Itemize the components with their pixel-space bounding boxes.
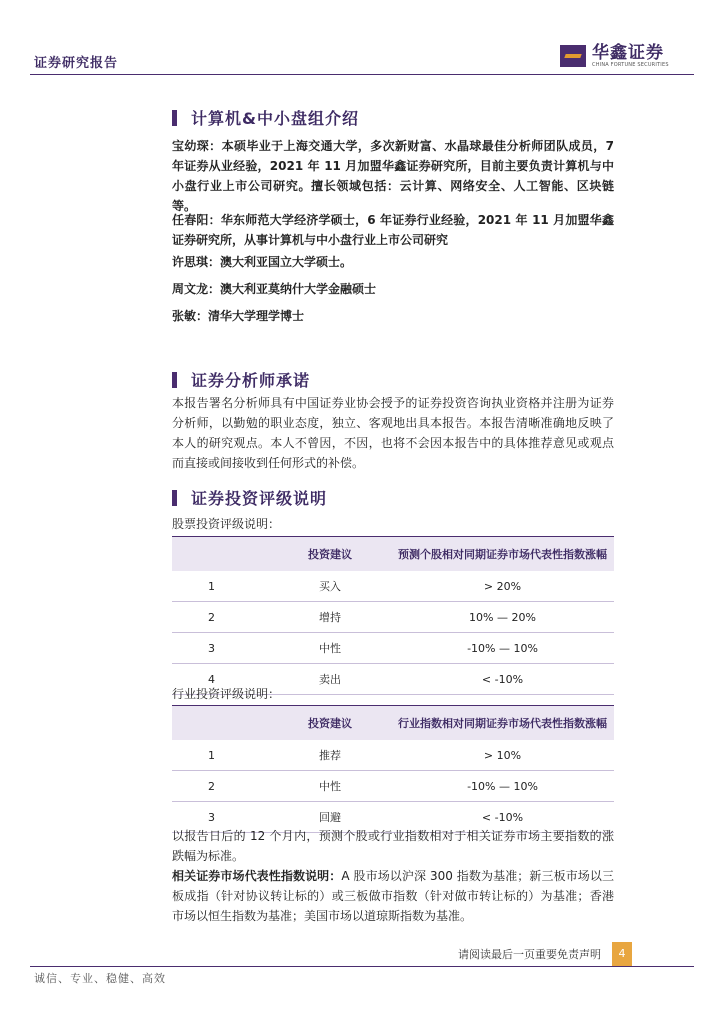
member-name: 任春阳： — [172, 213, 221, 227]
rating-section-heading — [172, 486, 327, 509]
member-name: 张敏： — [172, 309, 209, 323]
stock-rating-table — [172, 536, 614, 695]
table-cell: 中性 — [269, 633, 391, 664]
table-row — [172, 771, 614, 802]
benchmark-index-label: 相关证券市场代表性指数说明： — [172, 869, 342, 883]
header-cell — [172, 706, 269, 741]
table-cell: 3 — [172, 633, 269, 664]
table-cell: 推荐 — [269, 740, 391, 771]
commitment-section-heading — [172, 368, 310, 391]
table-cell: 增持 — [269, 602, 391, 633]
table-cell: 回避 — [269, 802, 391, 833]
company-logo — [560, 44, 669, 68]
commitment-section-title: 证券分析师承诺 — [191, 371, 311, 390]
team-section-title: 计算机&中小盘组介绍 — [191, 109, 359, 128]
table-cell: < -10% — [391, 802, 614, 833]
benchmark-index-text: A 股市场以沪深 300 指数为基准；新三板市场以三板成指（针对协议转让标的）或三板做市指数（针对做市转让标的）为基准；香港市场以恒生指数为基准；美国市场以道琼斯指数为基准。 — [172, 869, 614, 923]
commitment-text: 本报告署名分析师具有中国证券业协会授予的证券投资咨询执业资格并注册为证券分析师，以勤勉的职业态度，独立、客观地出具本报告。本报告清晰准确地反映了本人的研究观点。本人不曾因，不因，也将不会因本报告中的具体推荐意见或观点而直接或间接收到任何形式的补偿。 — [172, 396, 614, 470]
member-name: 宝幼琛： — [172, 139, 222, 153]
member-name: 周文龙： — [172, 282, 221, 296]
footer-slogan: 诚信、专业、稳健、高效 — [34, 972, 166, 985]
table-cell: 4 — [172, 664, 269, 695]
industry-rating-label: 行业投资评级说明： — [172, 687, 281, 701]
header-cell: 投资建议 — [269, 706, 391, 741]
header-cell: 预测个股相对同期证券市场代表性指数涨幅 — [391, 537, 614, 572]
table-header-row — [172, 537, 614, 572]
table-cell: 买入 — [269, 571, 391, 602]
team-section-heading — [172, 106, 359, 129]
team-member-bio — [172, 279, 614, 299]
table-row — [172, 633, 614, 664]
table-cell: 3 — [172, 802, 269, 833]
page-number: 4 — [612, 942, 632, 966]
table-cell: 1 — [172, 571, 269, 602]
table-cell: > 10% — [391, 740, 614, 771]
table-cell: -10% — 10% — [391, 633, 614, 664]
table-cell: 10% — 20% — [391, 602, 614, 633]
member-name: 许思琪： — [172, 255, 221, 269]
section-marker — [172, 372, 177, 388]
industry-rating-table — [172, 705, 614, 833]
rating-section-title: 证券投资评级说明 — [191, 489, 328, 508]
section-marker — [172, 490, 177, 506]
table-cell: 1 — [172, 740, 269, 771]
member-bio: 华东师范大学经济学硕士，6 年证券行业经验，2021 年 11 月加盟华鑫证券研究所，从事计算机与中小盘行业上市公司研究 — [172, 213, 614, 247]
logo-name-en: CHINA FORTUNE SECURITIES — [592, 62, 669, 68]
stock-rating-label: 股票投资评级说明： — [172, 517, 281, 531]
team-member-bio — [172, 136, 614, 216]
section-marker — [172, 110, 177, 126]
team-member-bio — [172, 210, 614, 250]
table-cell: 2 — [172, 602, 269, 633]
table-header-row — [172, 706, 614, 741]
rating-criteria-note: 以报告日后的 12 个月内，预测个股或行业指数相对于相关证券市场主要指数的涨跌幅为标准。 — [172, 829, 614, 863]
table-row — [172, 602, 614, 633]
table-cell: 2 — [172, 771, 269, 802]
member-bio: 本硕毕业于上海交通大学，多次新财富、水晶球最佳分析师团队成员，7 年证券从业经验，2021 年 11 月加盟华鑫证券研究所，目前主要负责计算机与中小盘行业上市公司研究。擅长领域包括：云计算、网络安全、人工智能、区块链等。 — [172, 139, 614, 213]
table-row — [172, 740, 614, 771]
table-cell: 卖出 — [269, 664, 391, 695]
member-bio: 澳大利亚莫纳什大学金融硕士 — [220, 282, 377, 296]
disclaimer-note: 请阅读最后一页重要免责声明 — [458, 948, 601, 961]
table-cell: < -10% — [391, 664, 614, 695]
member-bio: 澳大利亚国立大学硕士。 — [220, 255, 353, 269]
team-member-bio — [172, 252, 614, 272]
header-cell: 行业指数相对同期证券市场代表性指数涨幅 — [391, 706, 614, 741]
report-type-title: 证券研究报告 — [34, 56, 119, 71]
logo-icon — [560, 45, 586, 67]
table-row — [172, 571, 614, 602]
header-cell: 投资建议 — [269, 537, 391, 572]
footer-divider — [30, 966, 694, 967]
header-divider — [30, 74, 694, 75]
table-cell: > 20% — [391, 571, 614, 602]
header-cell — [172, 537, 269, 572]
table-cell: -10% — 10% — [391, 771, 614, 802]
table-cell: 中性 — [269, 771, 391, 802]
team-member-bio — [172, 306, 614, 326]
logo-name-cn: 华鑫证券 — [592, 43, 664, 63]
member-bio: 清华大学理学博士 — [208, 309, 305, 323]
benchmark-index-note — [172, 866, 614, 926]
